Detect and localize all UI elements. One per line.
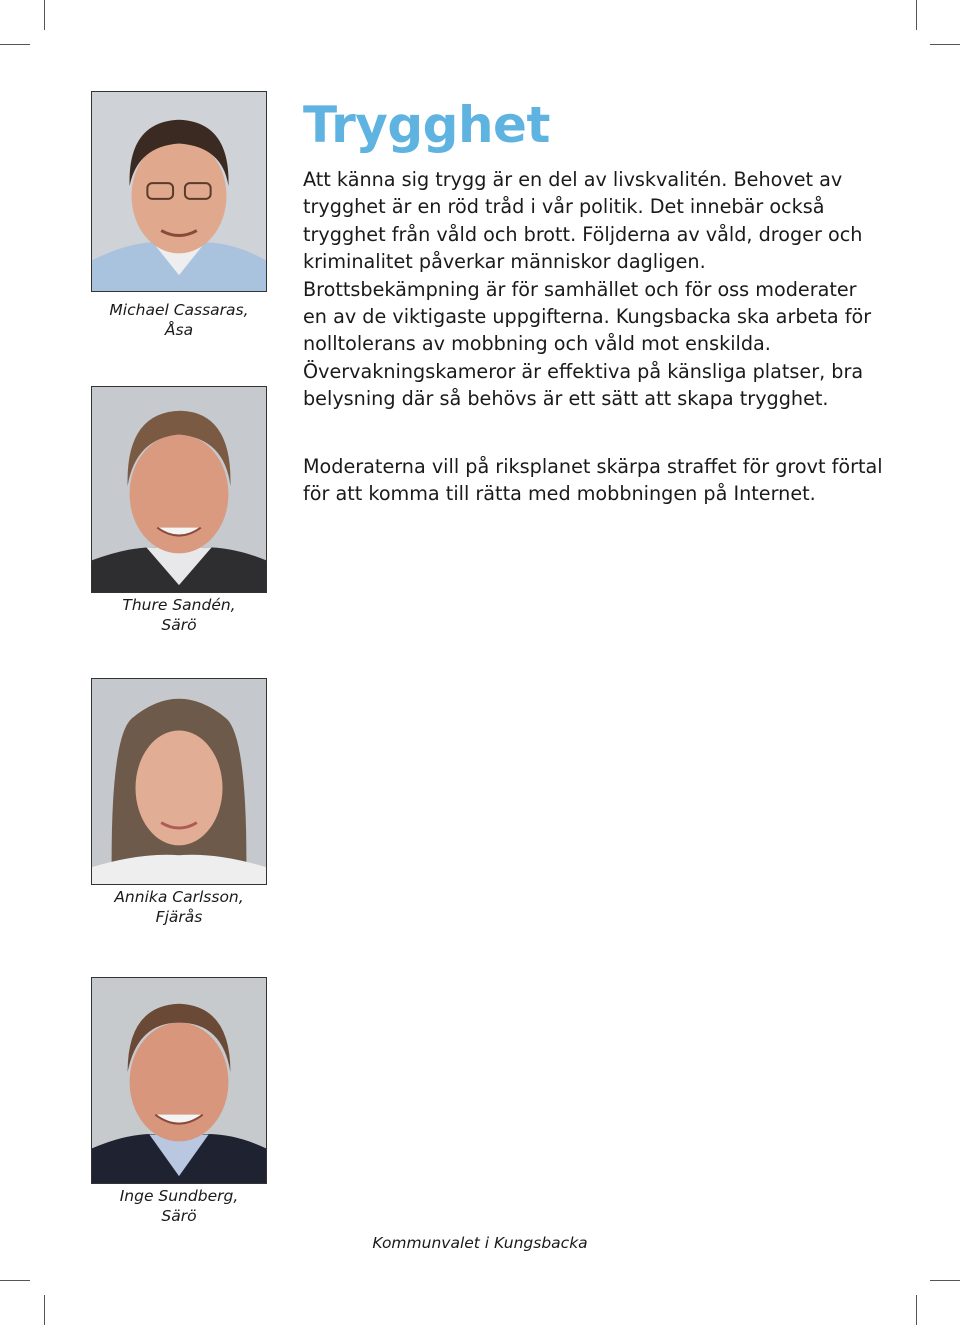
person-name: Michael Cassaras, xyxy=(109,301,249,319)
portrait-photo-3 xyxy=(91,678,267,885)
person-name: Inge Sundberg, xyxy=(119,1187,239,1205)
crop-mark xyxy=(44,0,45,30)
portrait-photo-2 xyxy=(91,386,267,593)
paragraph-text: Att känna sig trygg är en del av livskvalitén. Behovet av trygghet är en röd tråd i vår politik. Det innebär också trygghet från våld och brott. Följderna av våld, droger och kriminalitet påverkar människor dagligen. Brottsbekämpning är för samhället och för oss moderater en av de viktigaste uppgifterna. Kungsbacka ska arbeta för nolltolerans av mobbning och våld mot enskilda. Övervakningskameror är effektiva på känsliga platser, bra belysning där så behövs är ett sätt att skapa trygghet. xyxy=(303,168,872,411)
body-paragraph-2 xyxy=(303,453,883,508)
person-name: Annika Carlsson, xyxy=(114,888,244,906)
portrait-caption-4 xyxy=(91,1186,267,1226)
crop-mark xyxy=(0,44,30,45)
portrait-caption-2 xyxy=(91,595,267,635)
person-name: Thure Sandén, xyxy=(122,596,236,614)
crop-mark xyxy=(44,1295,45,1325)
portrait-photo-1 xyxy=(91,91,267,292)
person-place: Fjärås xyxy=(155,908,203,926)
page-title: Trygghet xyxy=(303,96,550,154)
crop-mark xyxy=(916,1295,917,1325)
person-place: Särö xyxy=(161,1207,197,1225)
person-place: Särö xyxy=(161,616,197,634)
crop-mark xyxy=(930,44,960,45)
paragraph-text: Moderaterna vill på riksplanet skärpa straffet för grovt förtal för att komma till rätta med mobbningen på Internet. xyxy=(303,455,883,506)
crop-mark xyxy=(930,1280,960,1281)
footer-text: Kommunvalet i Kungsbacka xyxy=(372,1234,588,1252)
person-place: Åsa xyxy=(164,321,194,339)
body-paragraph-1 xyxy=(303,166,883,413)
portrait-caption-3 xyxy=(91,887,267,927)
portrait-photo-4 xyxy=(91,977,267,1184)
crop-mark xyxy=(0,1280,30,1281)
portrait-caption-1 xyxy=(91,300,267,340)
crop-mark xyxy=(916,0,917,30)
